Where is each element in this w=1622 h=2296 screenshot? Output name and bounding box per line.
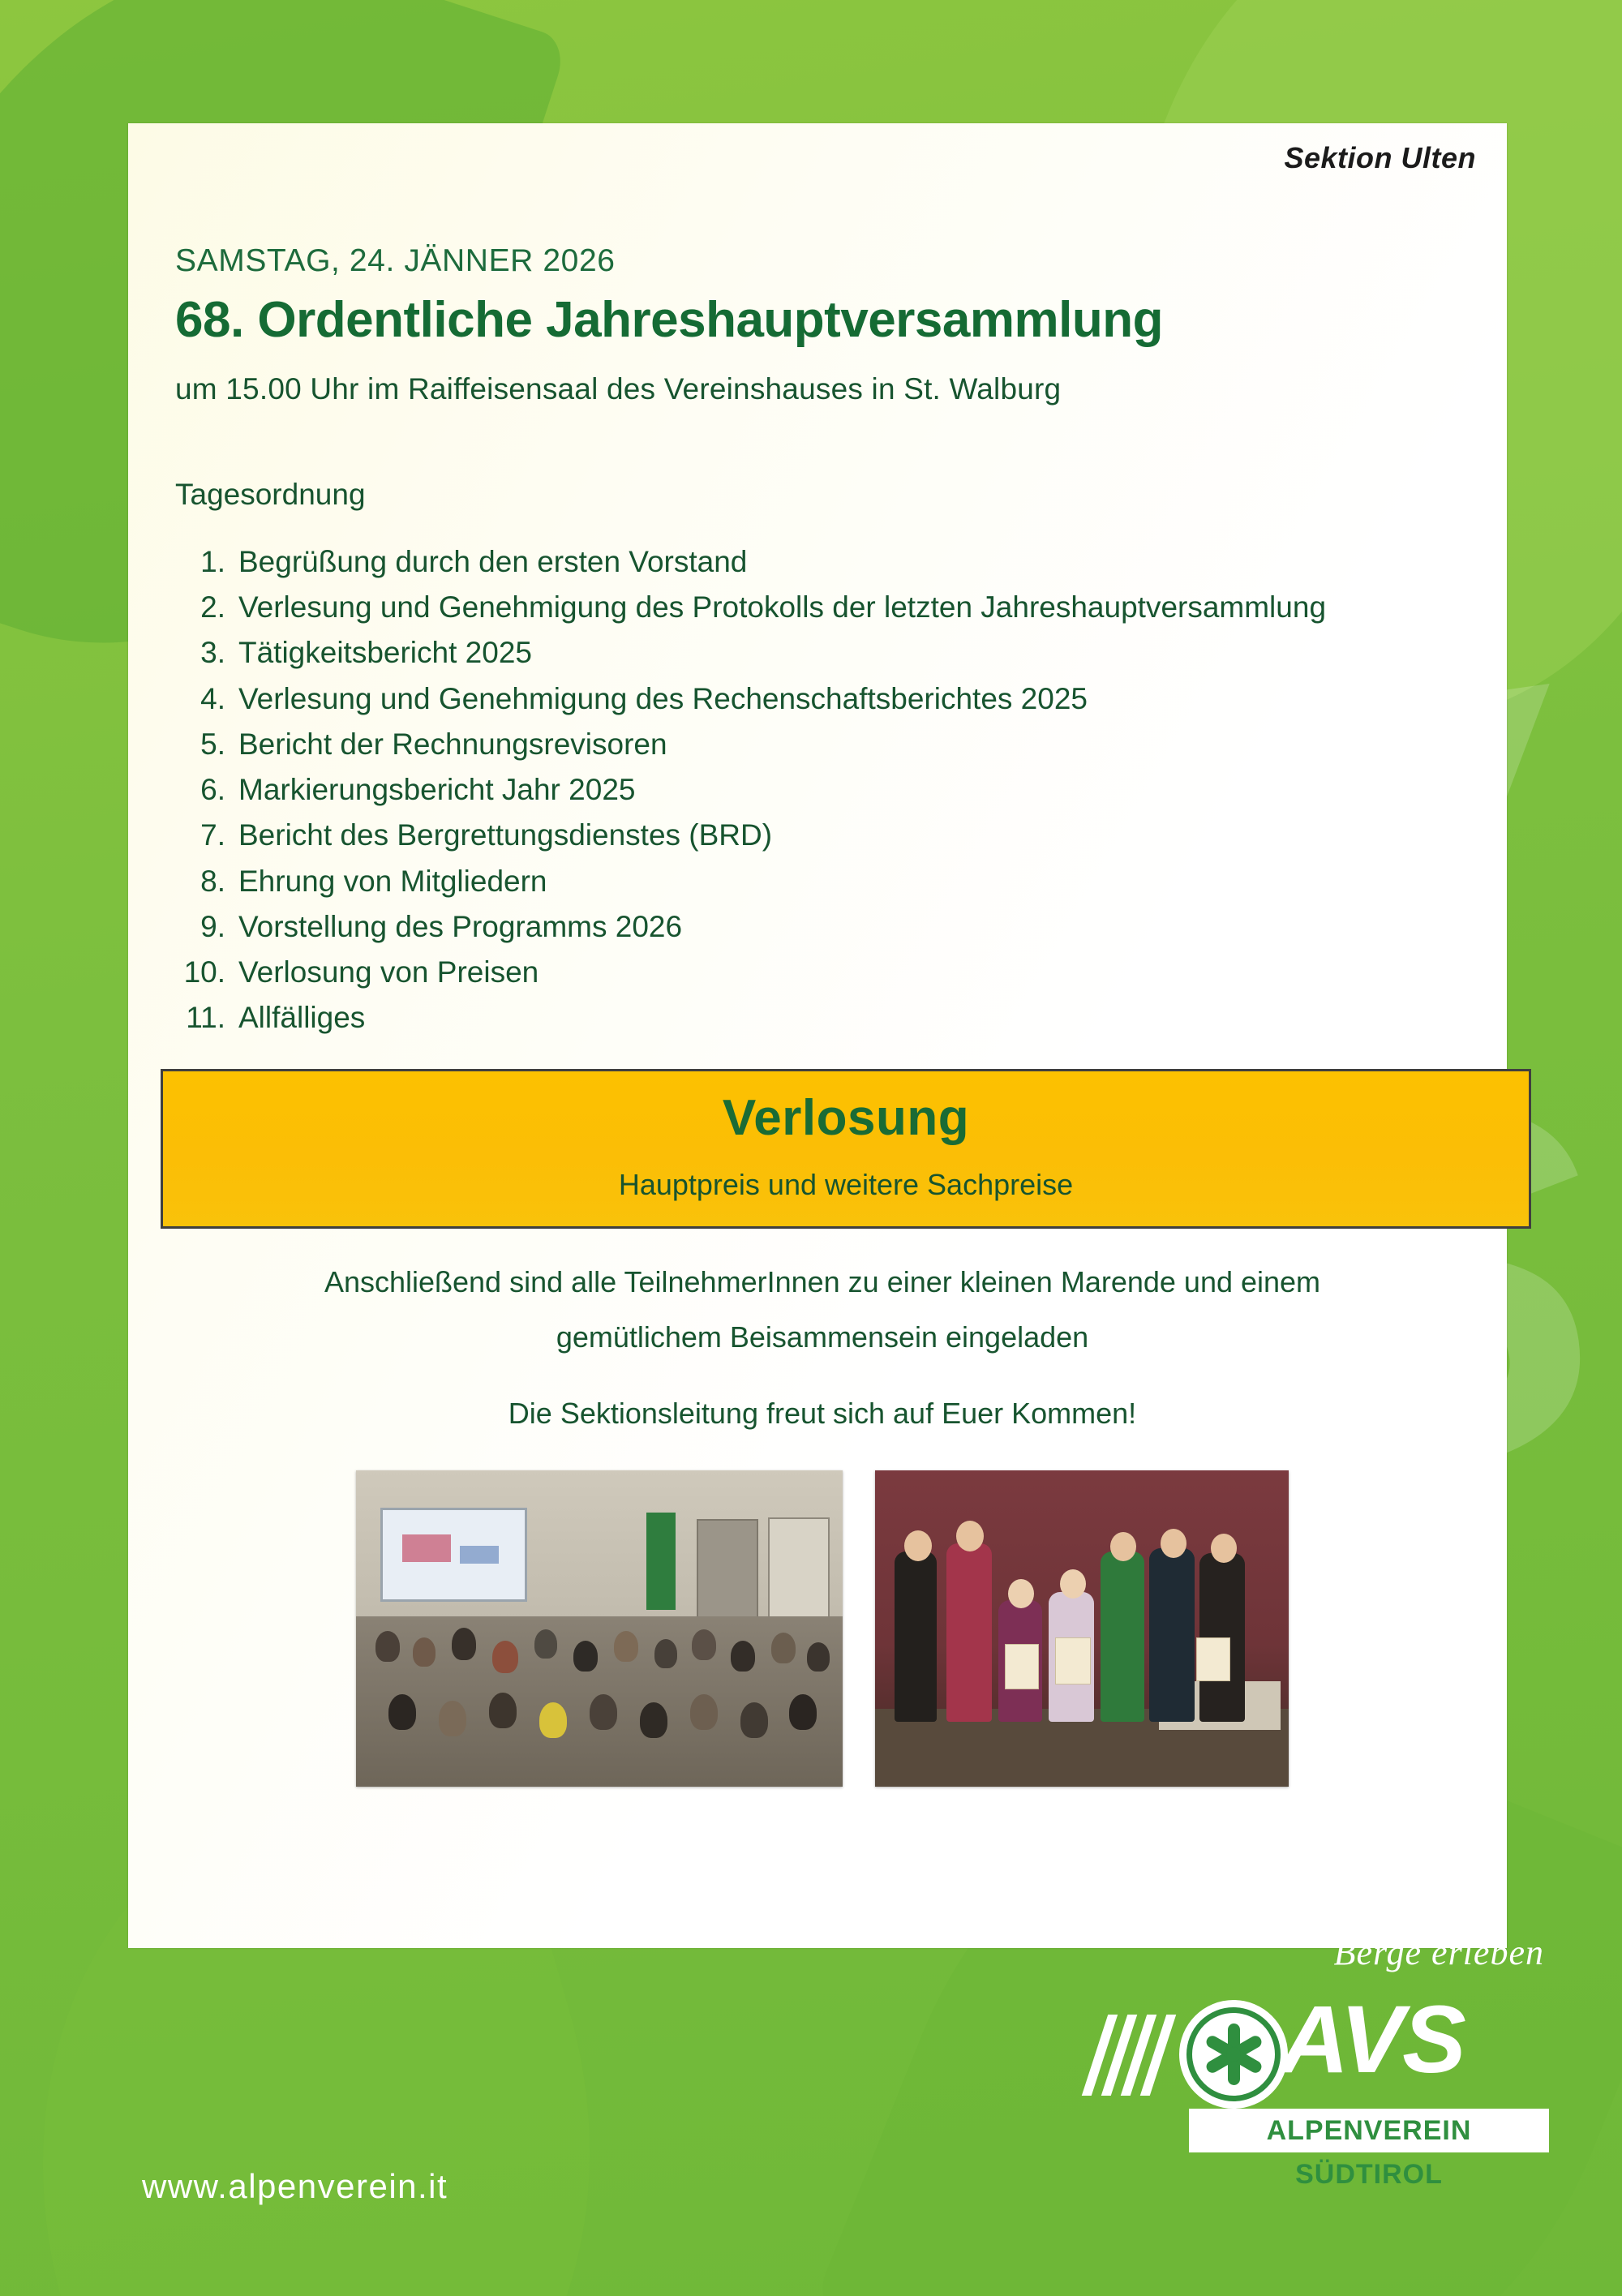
list-item	[175, 813, 1470, 858]
logo-slashes-icon	[1095, 2015, 1184, 2096]
agenda-item-number: 1.	[200, 544, 225, 578]
avs-logo	[1095, 1986, 1549, 2190]
agenda-item-label: Allfälliges	[238, 1001, 366, 1035]
event-date: SAMSTAG, 24. JÄNNER 2026	[175, 243, 616, 278]
list-item	[175, 585, 1470, 630]
agenda-item-number: 3.	[200, 636, 225, 670]
agenda-item-label: Tätigkeitsbericht 2025	[238, 636, 532, 670]
members-honoured-group-photo	[875, 1470, 1289, 1787]
agenda-item-number: 11.	[186, 1001, 225, 1035]
closing-line-1: Anschließend sind alle TeilnehmerInnen zu einer kleinen Marende und einem	[324, 1264, 1321, 1298]
poster-sheet	[128, 123, 1507, 1948]
brand-tagline: Berge erleben	[1333, 1933, 1544, 1972]
logo-wordmark: AVS	[1280, 1986, 1465, 2093]
edelweiss-flower-icon	[1179, 2000, 1288, 2109]
agenda-item-number: 10.	[183, 955, 225, 989]
agenda-item-label: Verlesung und Genehmigung des Protokolls der letzten Jahreshauptversammlung	[238, 590, 1327, 624]
photo-gallery	[175, 1470, 1470, 1787]
agenda-item-number: 6.	[200, 773, 225, 807]
agenda-item-number: 8.	[200, 864, 225, 898]
list-item	[175, 767, 1470, 813]
agenda-item-number: 9.	[200, 909, 225, 943]
agenda-item-label: Markierungsbericht Jahr 2025	[238, 773, 636, 807]
agenda-item-number: 4.	[200, 681, 225, 715]
list-item	[175, 995, 1470, 1041]
agenda-item-label: Verlesung und Genehmigung des Rechenschaftsberichtes 2025	[238, 681, 1088, 715]
list-item	[175, 630, 1470, 676]
agenda-item-number: 7.	[200, 818, 225, 852]
section-label: Sektion Ulten	[1284, 141, 1476, 174]
list-item	[175, 904, 1470, 950]
poster-content	[175, 243, 1470, 1787]
agenda-item-number: 2.	[200, 590, 225, 624]
closing-line-2: gemütlichem Beisammensein eingeladen	[556, 1320, 1089, 1354]
closing-text	[175, 1261, 1470, 1436]
website-url[interactable]: www.alpenverein.it	[142, 2167, 448, 2205]
list-item	[175, 539, 1470, 585]
raffle-title: Verlosung	[722, 1089, 970, 1146]
agenda-item-label: Bericht der Rechnungsrevisoren	[238, 727, 667, 761]
agenda-item-number: 5.	[200, 727, 225, 761]
agenda-item-label: Bericht des Bergrettungsdienstes (BRD)	[238, 818, 773, 852]
logo-subtitle-bar	[1189, 2109, 1549, 2190]
agenda-item-label: Verlosung von Preisen	[238, 955, 539, 989]
raffle-subtitle: Hauptpreis und weitere Sachpreise	[618, 1167, 1074, 1201]
assembly-hall-audience-photo	[356, 1470, 843, 1787]
agenda-item-label: Begrüßung durch den ersten Vorstand	[238, 544, 748, 578]
logo-subtitle: ALPENVEREIN SÜDTIROL	[1266, 2115, 1472, 2190]
page-title: 68. Ordentliche Jahreshauptversammlung	[175, 292, 1163, 348]
agenda-list	[175, 539, 1470, 1041]
agenda-item-label: Ehrung von Mitgliedern	[238, 864, 547, 898]
raffle-banner	[161, 1069, 1531, 1229]
list-item	[175, 950, 1470, 995]
list-item	[175, 722, 1470, 767]
agenda-heading: Tagesordnung	[175, 477, 366, 511]
list-item	[175, 859, 1470, 904]
list-item	[175, 676, 1470, 722]
event-time-location: um 15.00 Uhr im Raiffeisensaal des Vereinshauses in St. Walburg	[175, 371, 1062, 406]
closing-line-3: Die Sektionsleitung freut sich auf Euer Kommen!	[508, 1396, 1137, 1430]
agenda-item-label: Vorstellung des Programms 2026	[238, 909, 683, 943]
